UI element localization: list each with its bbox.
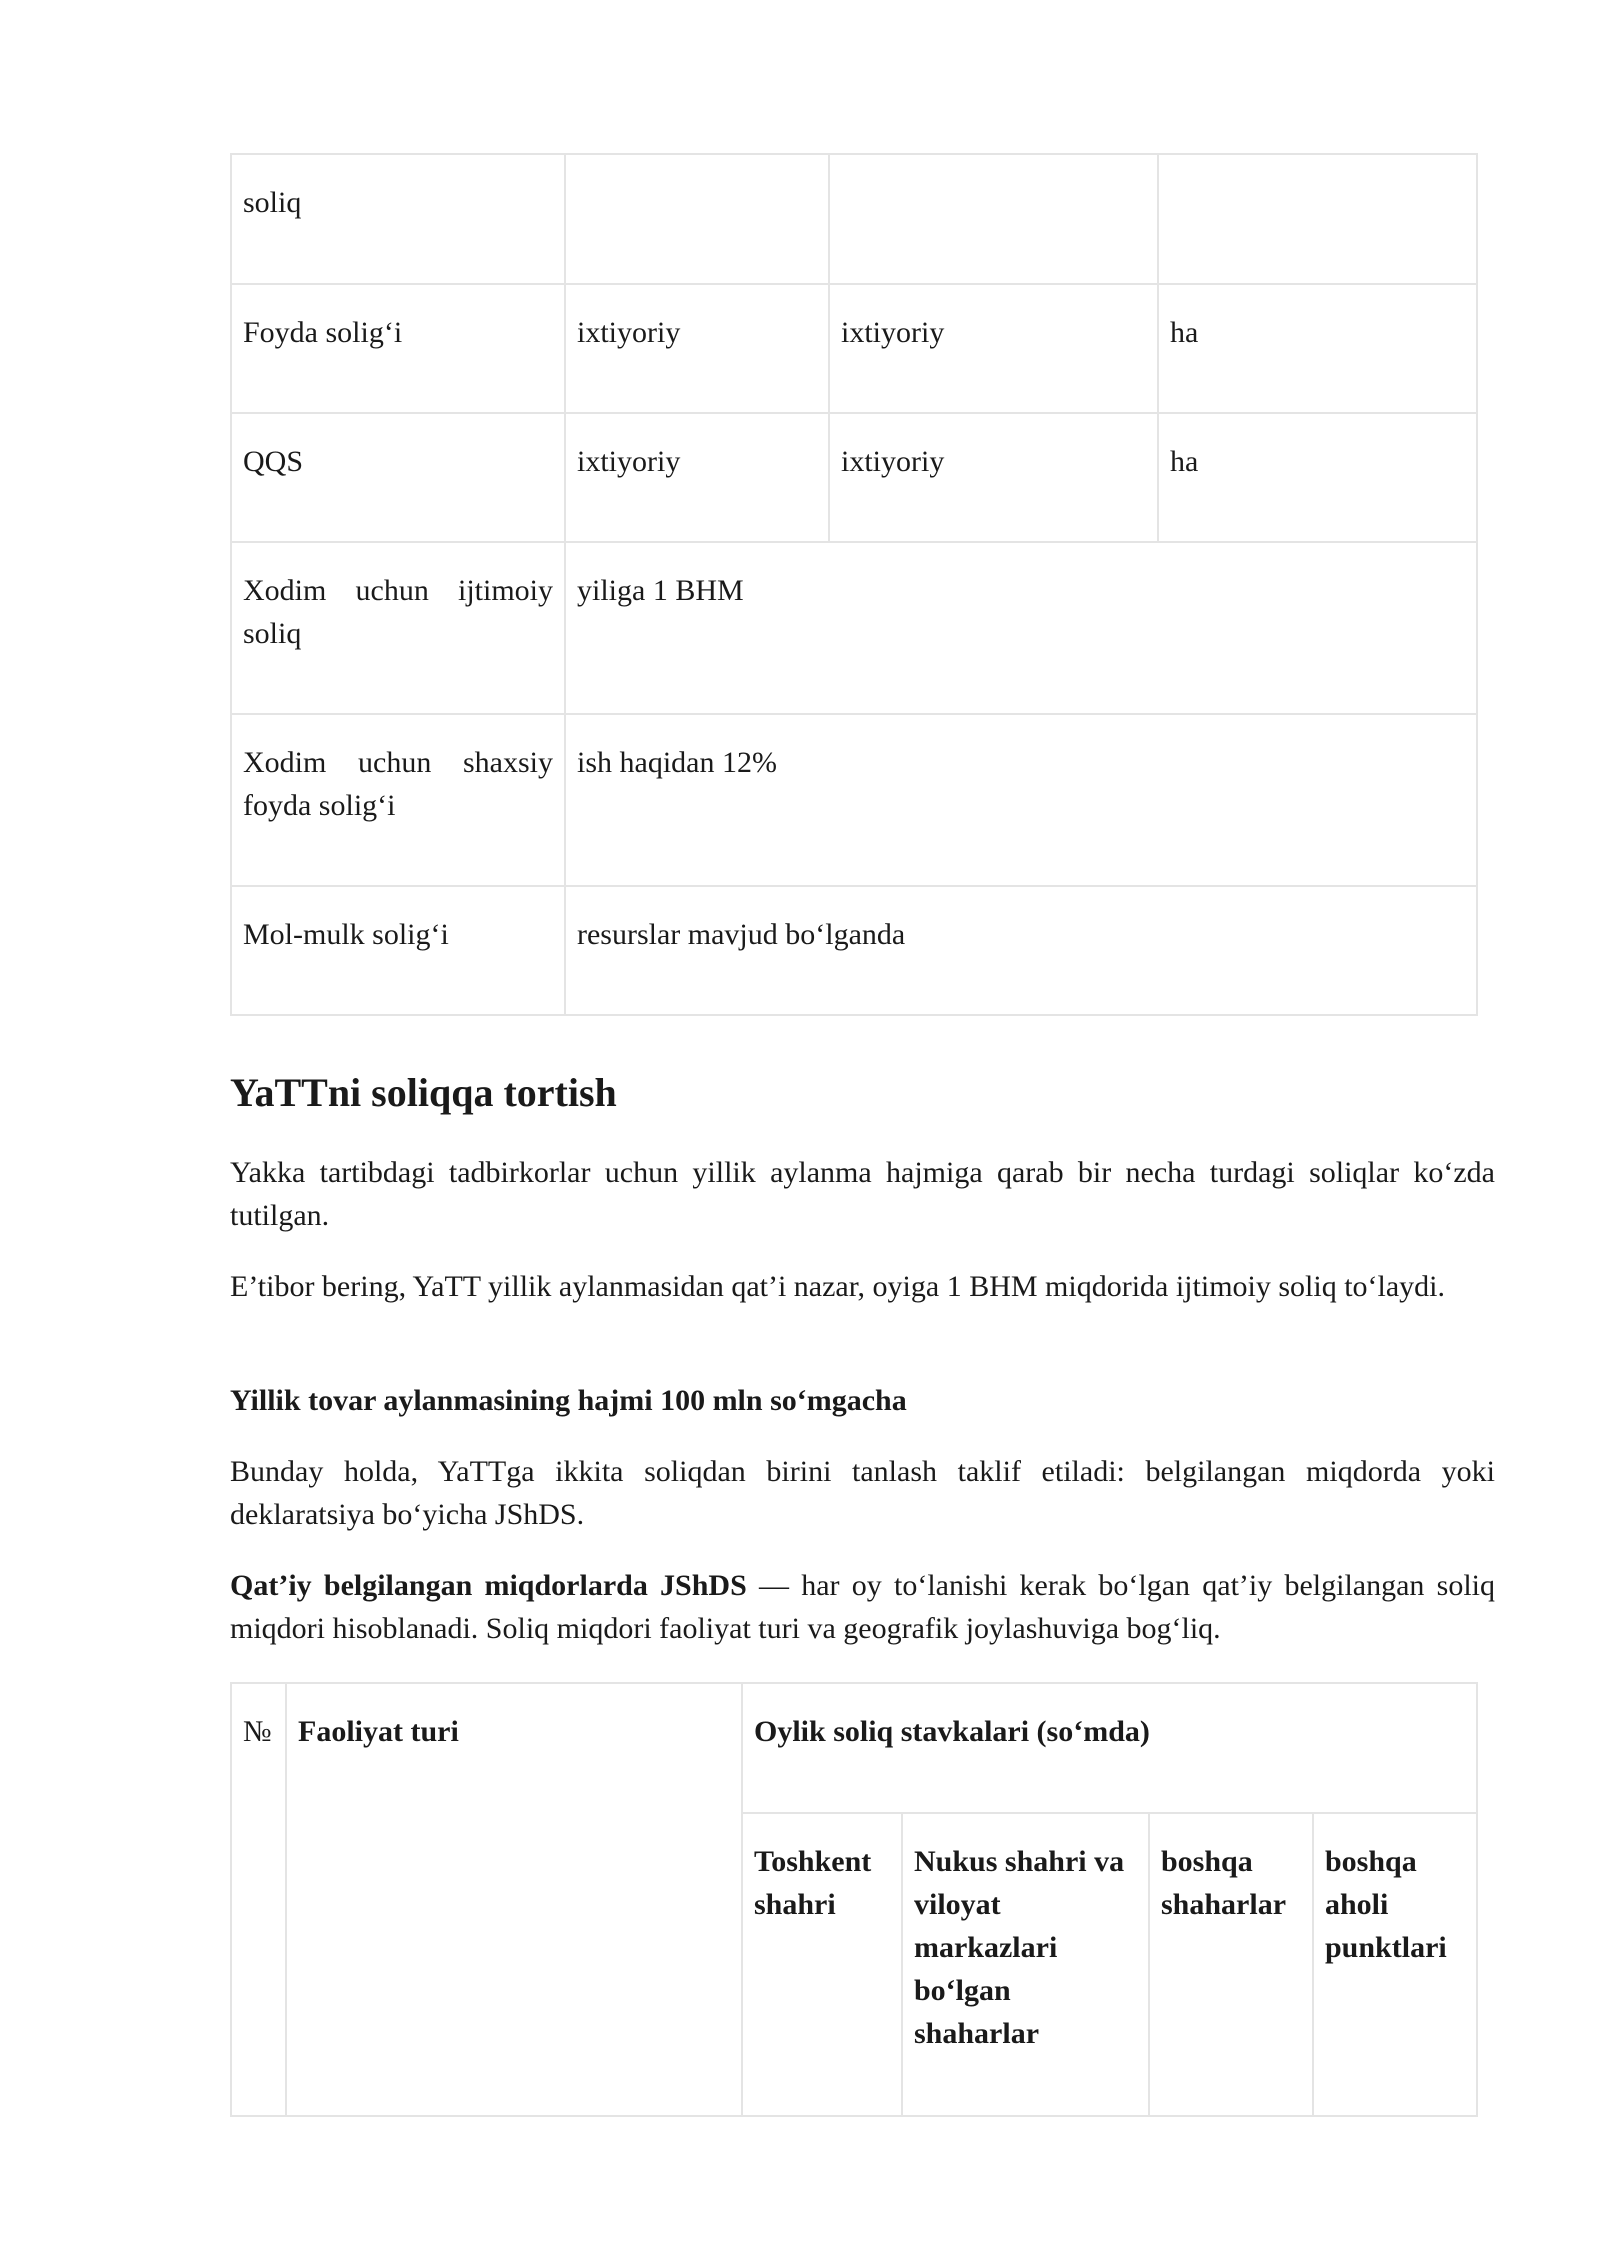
table-row — [231, 714, 1477, 886]
merged-cell: yiliga 1 BHM — [565, 542, 1477, 714]
column-header-activity: Faoliyat turi — [286, 1683, 742, 2116]
row-label: Xodim uchun ijtimoiy soliq — [231, 542, 565, 714]
row-label: QQS — [231, 413, 565, 542]
paragraph-text: — har oy to‘lanishi kerak bo‘lgan qat’iy belgilangan soliq miqdori hisoblanadi. Soliq miqdori faoliyat turi va geografik joylashuviga bog‘liq. — [230, 1569, 1495, 1645]
tax-rate-table — [230, 1682, 1478, 2117]
subheader-other-settlements: boshqa aholi punktlari — [1313, 1813, 1477, 2116]
table-cell: ixtiyoriy — [829, 413, 1158, 542]
table-row — [231, 284, 1477, 413]
bold-term: Qat’iy belgilangan miqdorlarda JShDS — [230, 1569, 747, 1602]
row-label: Xodim uchun shaxsiy foyda solig‘i — [231, 714, 565, 886]
table-cell: ixtiyoriy — [565, 284, 829, 413]
table-cell — [829, 154, 1158, 284]
table-cell — [565, 154, 829, 284]
table-cell: ha — [1158, 284, 1477, 413]
column-header-number: № — [231, 1683, 286, 2116]
table-row — [231, 413, 1477, 542]
row-label: Foyda solig‘i — [231, 284, 565, 413]
row-label: Mol-mulk solig‘i — [231, 886, 565, 1015]
table-row — [231, 886, 1477, 1015]
bold-subheading: Yillik tovar aylanmasining hajmi 100 mln so‘mgacha — [230, 1384, 907, 1417]
table-header-row — [231, 1683, 1477, 1813]
table-cell: ha — [1158, 413, 1477, 542]
table-cell: ixtiyoriy — [565, 413, 829, 542]
table-row — [231, 542, 1477, 714]
tax-comparison-table — [230, 153, 1478, 1016]
table-cell: ixtiyoriy — [829, 284, 1158, 413]
subheader-tashkent: Toshkent shahri — [742, 1813, 902, 2116]
subheader-nukus: Nukus shahri va viloyat markazlari bo‘lgan shaharlar — [902, 1813, 1149, 2116]
merged-cell: resurslar mavjud bo‘lganda — [565, 886, 1477, 1015]
section-heading: YaTTni soliqqa tortish — [230, 1070, 617, 1115]
table-cell — [1158, 154, 1477, 284]
paragraph: Bunday holda, YaTTga ikkita soliqdan birini tanlash taklif etiladi: belgilangan miqdorda yoki deklaratsiya bo‘yicha JShDS. — [230, 1455, 1495, 1531]
merged-cell: ish haqidan 12% — [565, 714, 1477, 886]
paragraph: E’tibor bering, YaTT yillik aylanmasidan qat’i nazar, oyiga 1 BHM miqdorida ijtimoiy soliq to‘laydi. — [230, 1270, 1446, 1303]
paragraph: Yakka tartibdagi tadbirkorlar uchun yillik aylanma hajmiga qarab bir necha turdagi soliqlar ko‘zda tutilgan. — [230, 1156, 1495, 1232]
column-header-rates: Oylik soliq stavkalari (so‘mda) — [742, 1683, 1477, 1813]
table-row — [231, 154, 1477, 284]
subheader-other-cities: boshqa shaharlar — [1149, 1813, 1313, 2116]
paragraph — [230, 1564, 1495, 1650]
row-label: soliq — [231, 154, 565, 284]
